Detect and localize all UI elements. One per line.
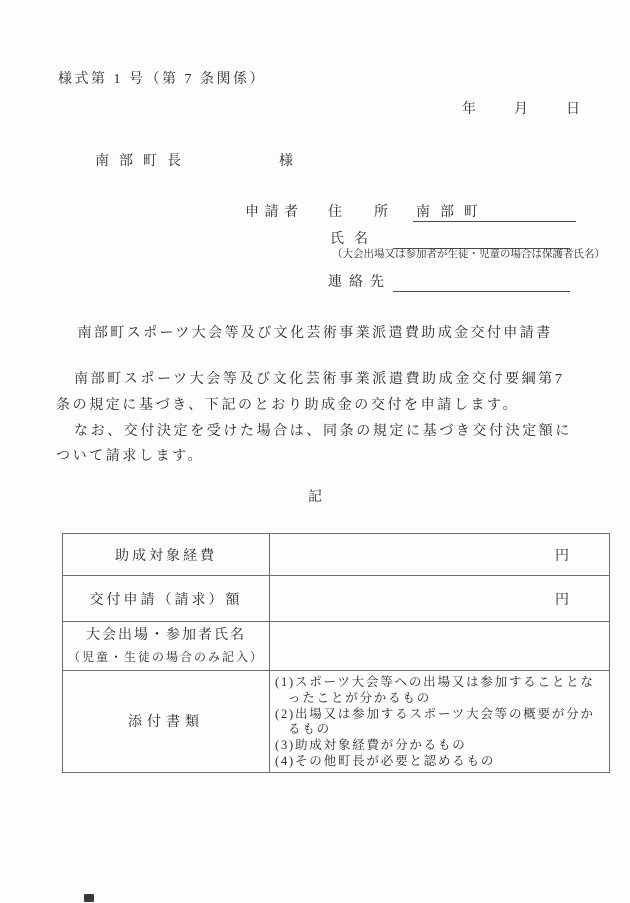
attachment-item-1: (1)スポーツ大会等への出場又は参加することとなったことが分かるもの bbox=[275, 675, 595, 705]
row2-label: 交付申請（請求）額 bbox=[89, 592, 243, 608]
row2-value-cell: 円 bbox=[270, 576, 610, 622]
table-row bbox=[63, 622, 610, 671]
row1-label-cell bbox=[63, 534, 270, 576]
grant-table bbox=[62, 533, 610, 773]
section-marker: 記 bbox=[308, 490, 322, 505]
table-row bbox=[63, 534, 610, 576]
row4-label-cell bbox=[63, 671, 270, 773]
body-line-1: 南部町スポーツ大会等及び文化芸術事業派遣費助成金交付要綱第7 bbox=[74, 372, 565, 387]
addressee-line bbox=[95, 155, 293, 169]
name-label: 氏名 bbox=[330, 232, 378, 247]
attachment-item-4: (4)その他町長が必要と認めるもの bbox=[275, 753, 496, 768]
scan-artifact bbox=[84, 894, 94, 902]
contact-label: 連絡先 bbox=[328, 275, 391, 290]
address-fill-line bbox=[413, 221, 576, 222]
row1-label: 助成対象経費 bbox=[115, 548, 217, 564]
body-line-3: なお、交付決定を受けた場合は、同条の規定に基づき交付決定額に bbox=[74, 424, 572, 439]
form-number: 様式第 1 号（第 7 条関係） bbox=[58, 72, 266, 87]
row3-label: 大会出場・参加者氏名 bbox=[86, 628, 246, 643]
address-value: 南部町 bbox=[416, 205, 488, 220]
row3-label-cell bbox=[63, 622, 270, 671]
attachment-list bbox=[270, 671, 609, 772]
body-line-2: 条の規定に基づき、下記のとおり助成金の交付を申請します。 bbox=[56, 398, 520, 413]
attachment-item-3: (3)助成対象経費が分かるもの bbox=[275, 738, 467, 753]
month-label: 月 bbox=[514, 102, 528, 117]
addressee-honorific: 様 bbox=[279, 154, 293, 169]
row2-label-cell bbox=[63, 576, 270, 622]
address-label: 住所 bbox=[328, 205, 420, 220]
year-label: 年 bbox=[462, 102, 476, 117]
day-label: 日 bbox=[566, 102, 580, 117]
document-title: 南部町スポーツ大会等及び文化芸術事業派遣費助成金交付申請書 bbox=[77, 326, 553, 341]
date-line bbox=[462, 103, 580, 117]
row4-label: 添付書類 bbox=[128, 715, 204, 731]
addressee-name: 南部町長 bbox=[95, 154, 191, 169]
contact-fill-line bbox=[393, 291, 570, 292]
name-note: （大会出場又は参加者が生徒・児童の場合は保護者氏名） bbox=[332, 249, 605, 260]
row4-value-cell bbox=[270, 671, 610, 773]
body-line-4: ついて請求します。 bbox=[56, 449, 205, 464]
table-row bbox=[63, 576, 610, 622]
row3-value-cell bbox=[270, 622, 610, 671]
applicant-label: 申請者 bbox=[245, 205, 304, 220]
row3-label-note: （児童・生徒の場合のみ記入） bbox=[67, 650, 264, 664]
attachment-item-2: (2)出場又は参加するスポーツ大会等の概要が分かるもの bbox=[275, 706, 595, 737]
row1-value-cell: 円 bbox=[270, 534, 610, 576]
table-row bbox=[63, 671, 610, 773]
